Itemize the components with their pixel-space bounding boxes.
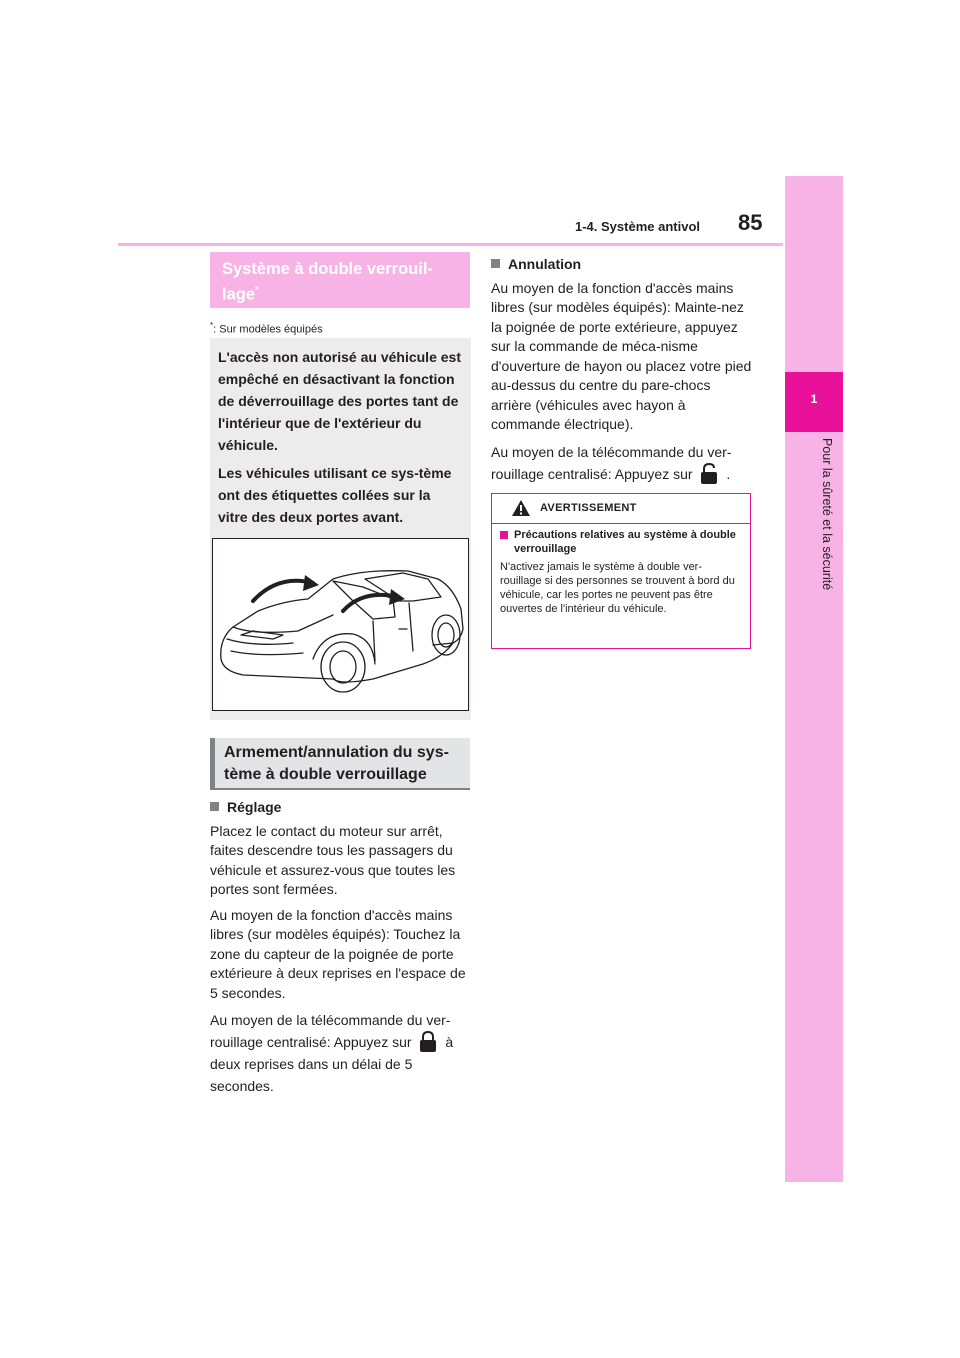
warning-header [492,494,750,524]
warning-triangle-icon [511,499,531,522]
header-rule [118,243,783,246]
chapter-title: Pour la sûreté et la sécurité [820,438,834,591]
page-number: 85 [738,210,763,235]
annulation-title: Annulation [508,256,582,272]
lock-closed-icon [419,1031,437,1053]
intro-paragraph-2: Les véhicules utilisant ce sys-tème ont des étiquettes collées sur la vitre des deux portes avant. [218,465,452,525]
section-heading-arming: Armement/annulation du sys-tème à double verrouillage [210,738,470,790]
section-title: 1-4. Système antivol [575,219,700,234]
lock-open-icon [700,463,718,485]
reglage-p3-after: à deux reprises dans un délai de 5 secondes. [210,1034,454,1094]
reglage-paragraph-2: Au moyen de la fonction d'accès mains libres (sur modèles équipés): Touchez la zone du capteur de la poignée de porte extérieure à deux reprises en l'espace de 5 secondes. [210,906,466,1001]
warning-box [491,493,751,649]
footnote-star: * [210,321,214,330]
heading-line1: Système à double verrouil- [222,260,433,278]
reglage-title: Réglage [227,799,282,815]
warning-body [492,524,750,620]
annulation-p2-before: Au moyen de la télécommande du ver-rouillage centralisé: Appuyez sur [491,443,732,482]
warning-subheading [500,528,742,556]
square-bullet-icon [491,259,500,268]
warning-subtitle: Précautions relatives au système à double verrouillage [514,529,736,555]
intro-paragraph-1: L'accès non autorisé au véhicule est empêché en désactivant la fonction de déverrouillage des portes tant de l'intérieur que de l'extérieur du véhicule. [218,349,461,453]
warning-text: N'activez jamais le système à double ver-rouillage si des personnes se trouvent à bord du véhicule, car les portes ne peuvent pas être ouvertes de l'intérieur du véhicule. [500,561,735,615]
square-bullet-icon [210,802,219,811]
chapter-number: 1 [810,392,818,406]
annulation-paragraph-1: Au moyen de la fonction d'accès mains libres (sur modèles équipés): Mainte-nez la poignée de porte extérieure, appuyez sur la commande de méca-nisme d'ouverture de hayon ou placez votre pied au-dessus du centre du pare-chocs arrière (véhicules avec hayon à commande électrique). [491,279,752,432]
section-heading-double-lock [210,252,470,308]
reglage-paragraph-1: Placez le contact du moteur sur arrêt, faites descendre tous les passagers du véhicule et assurez-vous que toutes les portes sont fermées. [210,822,456,897]
heading-line2: lage [222,285,256,304]
reglage-subheading [210,798,472,818]
reglage-p3-before: Au moyen de la télécommande du ver-rouillage centralisé: Appuyez sur [210,1012,451,1050]
annulation-subheading [491,255,753,275]
annulation-paragraph-2 [491,441,753,485]
annulation-section [491,255,753,491]
footnote-text: : Sur modèles équipés [213,323,323,336]
heading-star: * [255,285,259,296]
chapter-tab [785,176,843,1182]
reglage-section [210,798,472,1103]
reglage-paragraph-3 [210,1009,472,1097]
footnote [210,321,323,336]
warning-title: AVERTISSEMENT [540,502,637,514]
car-illustration [212,538,469,711]
annulation-p2-after: . [726,465,731,482]
square-bullet-icon [500,531,508,539]
